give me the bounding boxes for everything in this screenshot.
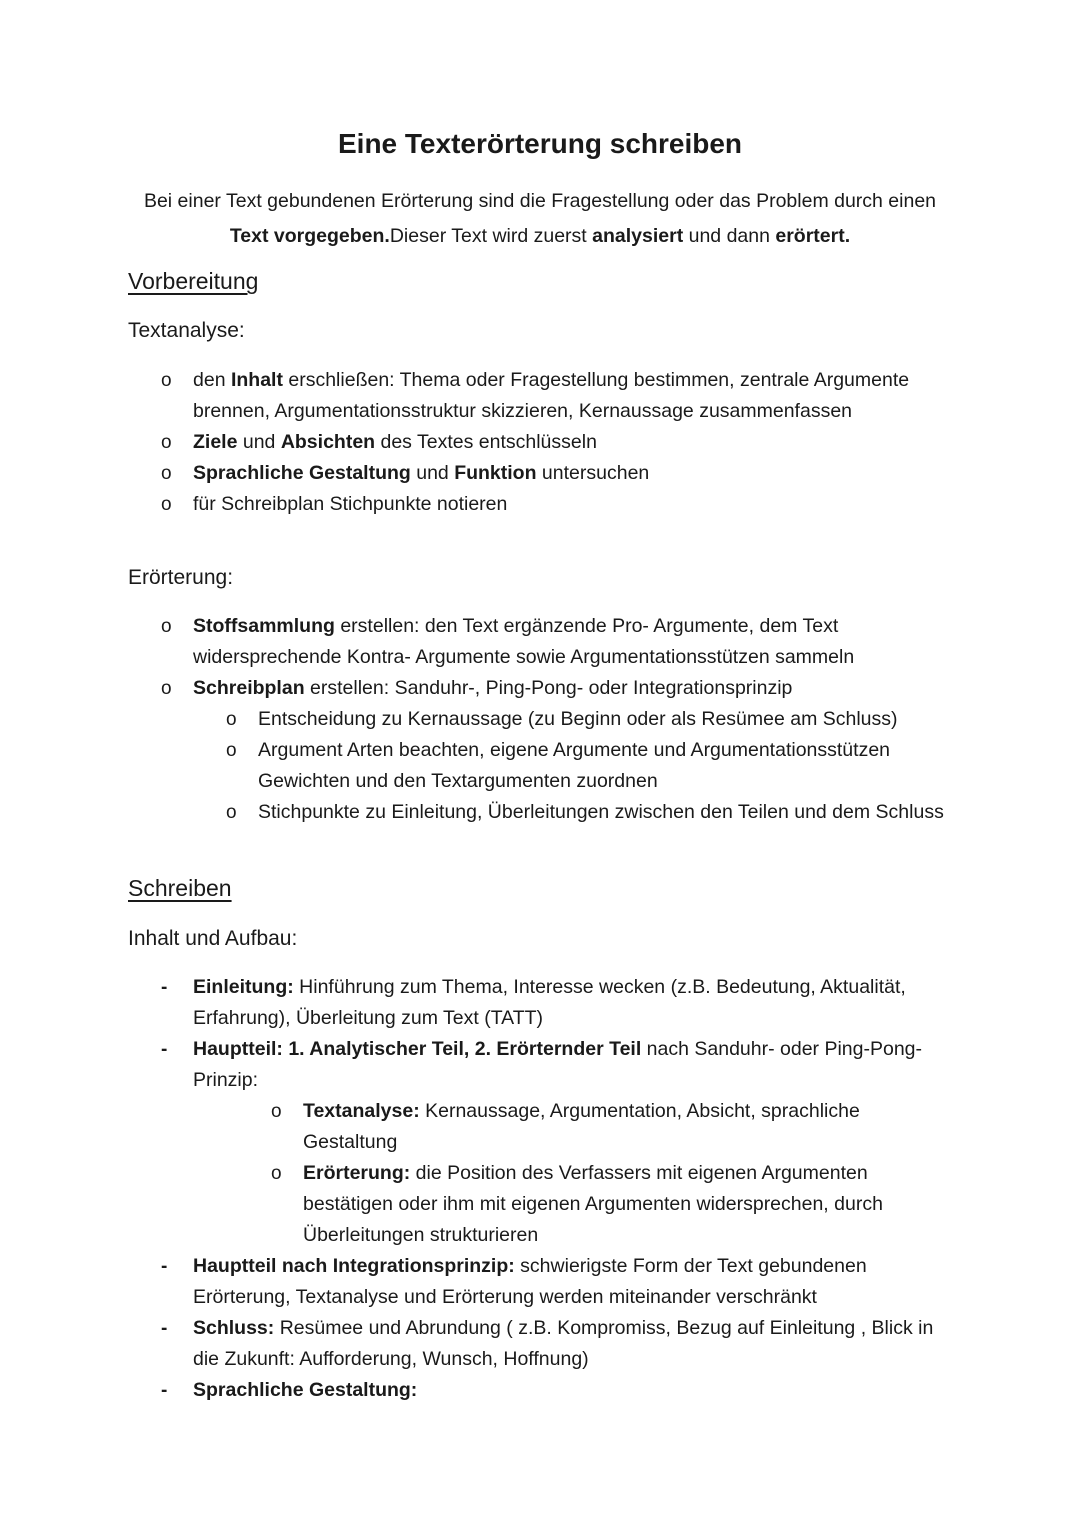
item-bold: Textanalyse: <box>303 1100 420 1122</box>
circle-bullet-icon: o <box>161 616 172 637</box>
schreiben-list <box>128 972 958 1406</box>
list-item <box>128 972 958 1034</box>
label-inhalt-aufbau: Inhalt und Aufbau: <box>128 927 298 950</box>
item-bold: Ziele <box>193 431 238 453</box>
list-item <box>128 673 958 704</box>
intro-bold-3: erörtert. <box>775 225 851 247</box>
item-text: Argument Arten beachten, eigene Argumente und Argumentationsstützen Gewichten und den Textargumenten zuordnen <box>258 739 891 792</box>
item-bold: Stoffsammlung <box>193 615 335 637</box>
list-item <box>128 1375 958 1406</box>
circle-bullet-icon: o <box>161 678 172 699</box>
item-bold: Sprachliche Gestaltung: <box>193 1379 418 1401</box>
item-text: nach Sanduhr- oder Ping-Pong- Prinzip: <box>193 1038 923 1091</box>
item-text: und <box>237 431 281 453</box>
circle-bullet-icon: o <box>271 1101 282 1122</box>
list-item <box>128 735 958 797</box>
list-item <box>128 1096 958 1158</box>
list-item <box>128 704 958 735</box>
circle-bullet-icon: o <box>226 802 237 823</box>
list-item <box>128 1158 958 1251</box>
item-text: den <box>193 369 231 391</box>
item-bold: Erörterung: <box>303 1162 411 1184</box>
circle-bullet-icon: o <box>161 463 172 484</box>
list-item <box>128 1034 958 1096</box>
circle-bullet-icon: o <box>271 1163 282 1184</box>
item-text: Stichpunkte zu Einleitung, Überleitungen zwischen den Teilen und dem Schluss <box>258 801 944 823</box>
label-textanalyse: Textanalyse: <box>128 319 245 342</box>
intro-text-2: Dieser Text wird zuerst <box>389 225 593 247</box>
dash-bullet-icon: - <box>161 1039 168 1060</box>
item-text: schwierigste Form der Text gebundenen Erörterung, Textanalyse und Erörterung werden miteinander verschränkt <box>193 1255 867 1308</box>
item-text: erstellen: den Text ergänzende Pro- Argumente, dem Text widersprechende Kontra- Argumente sowie Argumentationsstützen sammeln <box>193 615 855 668</box>
item-text: die Position des Verfassers mit eigenen Argumenten bestätigen oder ihm mit eigenen Argumenten widersprechen, durch Überleitungen strukturieren <box>303 1162 883 1246</box>
heading-schreiben: Schreiben <box>128 875 232 901</box>
list-item <box>128 489 958 520</box>
item-bold: Einleitung: <box>193 976 294 998</box>
item-text: Resümee und Abrundung ( z.B. Kompromiss, Bezug auf Einleitung , Blick in die Zukunft: Aufforderung, Wunsch, Hoffnung) <box>193 1317 934 1370</box>
circle-bullet-icon: o <box>161 494 172 515</box>
circle-bullet-icon: o <box>161 432 172 453</box>
textanalyse-list <box>128 365 958 520</box>
dash-bullet-icon: - <box>161 1256 168 1277</box>
circle-bullet-icon: o <box>161 370 172 391</box>
item-bold: Inhalt <box>230 369 283 391</box>
item-text: Kernaussage, Argumentation, Absicht, sprachliche Gestaltung <box>303 1100 860 1153</box>
item-bold: Schreibplan <box>193 677 305 699</box>
item-bold: Funktion <box>454 462 537 484</box>
item-text: untersuchen <box>536 462 650 484</box>
intro-paragraph <box>130 184 950 254</box>
item-bold: Absichten <box>280 431 376 453</box>
heading-vorbereitung: Vorbereitung <box>128 268 259 294</box>
intro-text-3: und dann <box>683 225 776 247</box>
item-bold: Hauptteil: 1. Analytischer Teil, 2. Erörternder Teil <box>193 1038 642 1060</box>
list-item <box>128 1313 958 1375</box>
list-item <box>128 1251 958 1313</box>
list-item <box>128 427 958 458</box>
label-eroerterung: Erörterung: <box>128 566 234 589</box>
dash-bullet-icon: - <box>161 977 168 998</box>
item-text: und <box>410 462 455 484</box>
item-text: erschließen: Thema oder Fragestellung bestimmen, zentrale Argumente brennen, Argumentationsstruktur skizzieren, Kernaussage zusammenfassen <box>193 369 910 422</box>
dash-bullet-icon: - <box>161 1380 168 1401</box>
circle-bullet-icon: o <box>226 709 237 730</box>
item-bold: Schluss: <box>193 1317 275 1339</box>
intro-text-1: Bei einer Text gebundenen Erörterung sind die Fragestellung oder das Problem durch einen <box>143 190 937 212</box>
dash-bullet-icon: - <box>161 1318 168 1339</box>
item-bold: Sprachliche Gestaltung <box>193 462 411 484</box>
eroerterung-list <box>128 611 958 828</box>
item-text: des Textes entschlüsseln <box>375 431 597 453</box>
item-text: Hinführung zum Thema, Interesse wecken (z.B. Bedeutung, Aktualität, Erfahrung), Überleitung zum Text (TATT) <box>193 976 906 1029</box>
item-text: erstellen: Sanduhr-, Ping-Pong- oder Integrationsprinzip <box>304 677 793 699</box>
intro-bold-1: Text vorgegeben. <box>229 225 390 247</box>
intro-bold-2: analysiert <box>592 225 684 247</box>
list-item <box>128 365 958 427</box>
item-text: für Schreibplan Stichpunkte notieren <box>193 493 508 515</box>
list-item <box>128 611 958 673</box>
list-item <box>128 797 958 828</box>
item-text: Entscheidung zu Kernaussage (zu Beginn oder als Resümee am Schluss) <box>258 708 898 730</box>
page-title: Eine Texterörterung schreiben <box>337 128 743 159</box>
item-bold: Hauptteil nach Integrationsprinzip: <box>193 1255 515 1277</box>
list-item <box>128 458 958 489</box>
circle-bullet-icon: o <box>226 740 237 761</box>
